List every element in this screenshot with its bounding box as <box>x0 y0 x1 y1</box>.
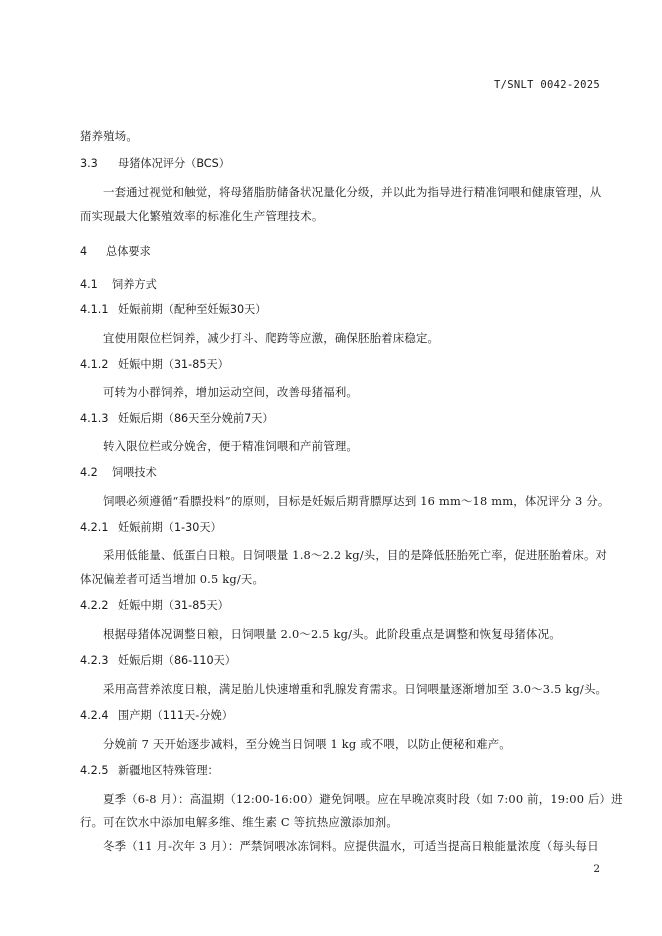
section-number: 4.2.2 <box>80 599 109 612</box>
body-text-line: 而实现最大化繁殖效率的标准化生产管理技术。 <box>80 209 324 223</box>
document-code: T/SNLT 0042-2025 <box>494 79 600 91</box>
section-number: 3.3 <box>80 157 98 170</box>
section-heading-4-1-3 <box>80 412 274 426</box>
section-number: 4.1.1 <box>80 303 109 316</box>
body-text-line: 分娩前 7 天开始逐步减料，至分娩当日饲喂 1 kg 或不喂，以防止便秘和难产。 <box>103 737 511 751</box>
page-number: 2 <box>593 863 600 875</box>
section-heading-4-2 <box>80 466 157 480</box>
section-title: 妊娠中期（31-85天） <box>118 599 229 612</box>
body-text-line: 采用高营养浓度日粮，满足胎儿快速增重和乳腺发育需求。日饲喂量逐渐增加至 3.0～3.5 kg/头。 <box>103 682 608 696</box>
section-number: 4.1 <box>80 278 98 291</box>
section-title: 母猪体况评分（BCS） <box>118 157 230 170</box>
body-text-line: 根据母猪体况调整日粮，日饲喂量 2.0～2.5 kg/头。此阶段重点是调整和恢复母猪体况。 <box>103 627 561 641</box>
section-title: 妊娠前期（1-30天） <box>118 521 222 534</box>
section-title: 妊娠后期（86天至分娩前7天） <box>118 412 274 425</box>
body-text-line: 行。可在饮水中添加电解多维、维生素 C 等抗热应激添加剂。 <box>80 815 398 829</box>
section-heading-4-1-1 <box>80 303 267 317</box>
section-title: 新疆地区特殊管理： <box>118 764 219 777</box>
section-heading-4-1-2 <box>80 358 229 372</box>
section-heading-4-2-2 <box>80 599 229 613</box>
section-number: 4.2.3 <box>80 654 109 667</box>
body-text-line: 可转为小群饲养，增加运动空间，改善母猪福利。 <box>103 385 358 399</box>
section-heading-4-2-5 <box>80 764 219 778</box>
section-number: 4.1.2 <box>80 358 109 371</box>
body-text-line: 体况偏差者可适当增加 0.5 kg/天。 <box>80 572 265 586</box>
section-number: 4.1.3 <box>80 412 109 425</box>
section-heading-4-1 <box>80 278 157 292</box>
section-number: 4.2.1 <box>80 521 109 534</box>
section-title: 围产期（111天-分娩） <box>118 709 233 722</box>
section-number: 4 <box>80 245 88 258</box>
section-title: 总体要求 <box>106 245 151 258</box>
section-number: 4.2.5 <box>80 764 109 777</box>
section-title: 饲养方式 <box>112 278 157 291</box>
body-text-line: 一套通过视觉和触觉，将母猪脂肪储备状况量化分级，并以此为指导进行精准饲喂和健康管理，从 <box>103 185 602 199</box>
body-text-line: 冬季（11 月-次年 3 月）：严禁饲喂冰冻饲料。应提供温水，可适当提高日粮能量浓度（每头每日 <box>103 839 599 853</box>
section-number: 4.2 <box>80 466 98 479</box>
section-heading-4-2-4 <box>80 709 233 723</box>
section-title: 妊娠后期（86-110天） <box>118 654 236 667</box>
body-text-line: 采用低能量、低蛋白日粮。日饲喂量 1.8～2.2 kg/头，目的是降低胚胎死亡率，促进胚胎着床。对 <box>103 548 608 562</box>
section-title: 妊娠前期（配种至妊娠30天） <box>118 303 267 316</box>
section-title: 饲喂技术 <box>112 466 157 479</box>
section-number: 4.2.4 <box>80 709 109 722</box>
section-heading-4-2-1 <box>80 521 222 535</box>
section-heading-3-3 <box>80 157 230 171</box>
section-title: 妊娠中期（31-85天） <box>118 358 229 371</box>
section-heading-4-2-3 <box>80 654 236 668</box>
body-text-line: 猪养殖场。 <box>80 129 138 143</box>
body-text-line: 宜使用限位栏饲养，减少打斗、爬跨等应激，确保胚胎着床稳定。 <box>103 331 440 345</box>
body-text-line: 夏季（6-8 月）：高温期（12:00-16:00）避免饲喂。应在早晚凉爽时段（如 7:00 前，19:00 后）进 <box>103 792 623 806</box>
body-text-line: 饲喂必须遵循“看膘投料”的原则，目标是妊娠后期背膘厚达到 16 mm～18 mm，体况评分 3 分。 <box>103 494 610 508</box>
body-text-line: 转入限位栏或分娩舍，便于精准饲喂和产前管理。 <box>103 439 358 453</box>
section-heading-4 <box>80 245 151 259</box>
